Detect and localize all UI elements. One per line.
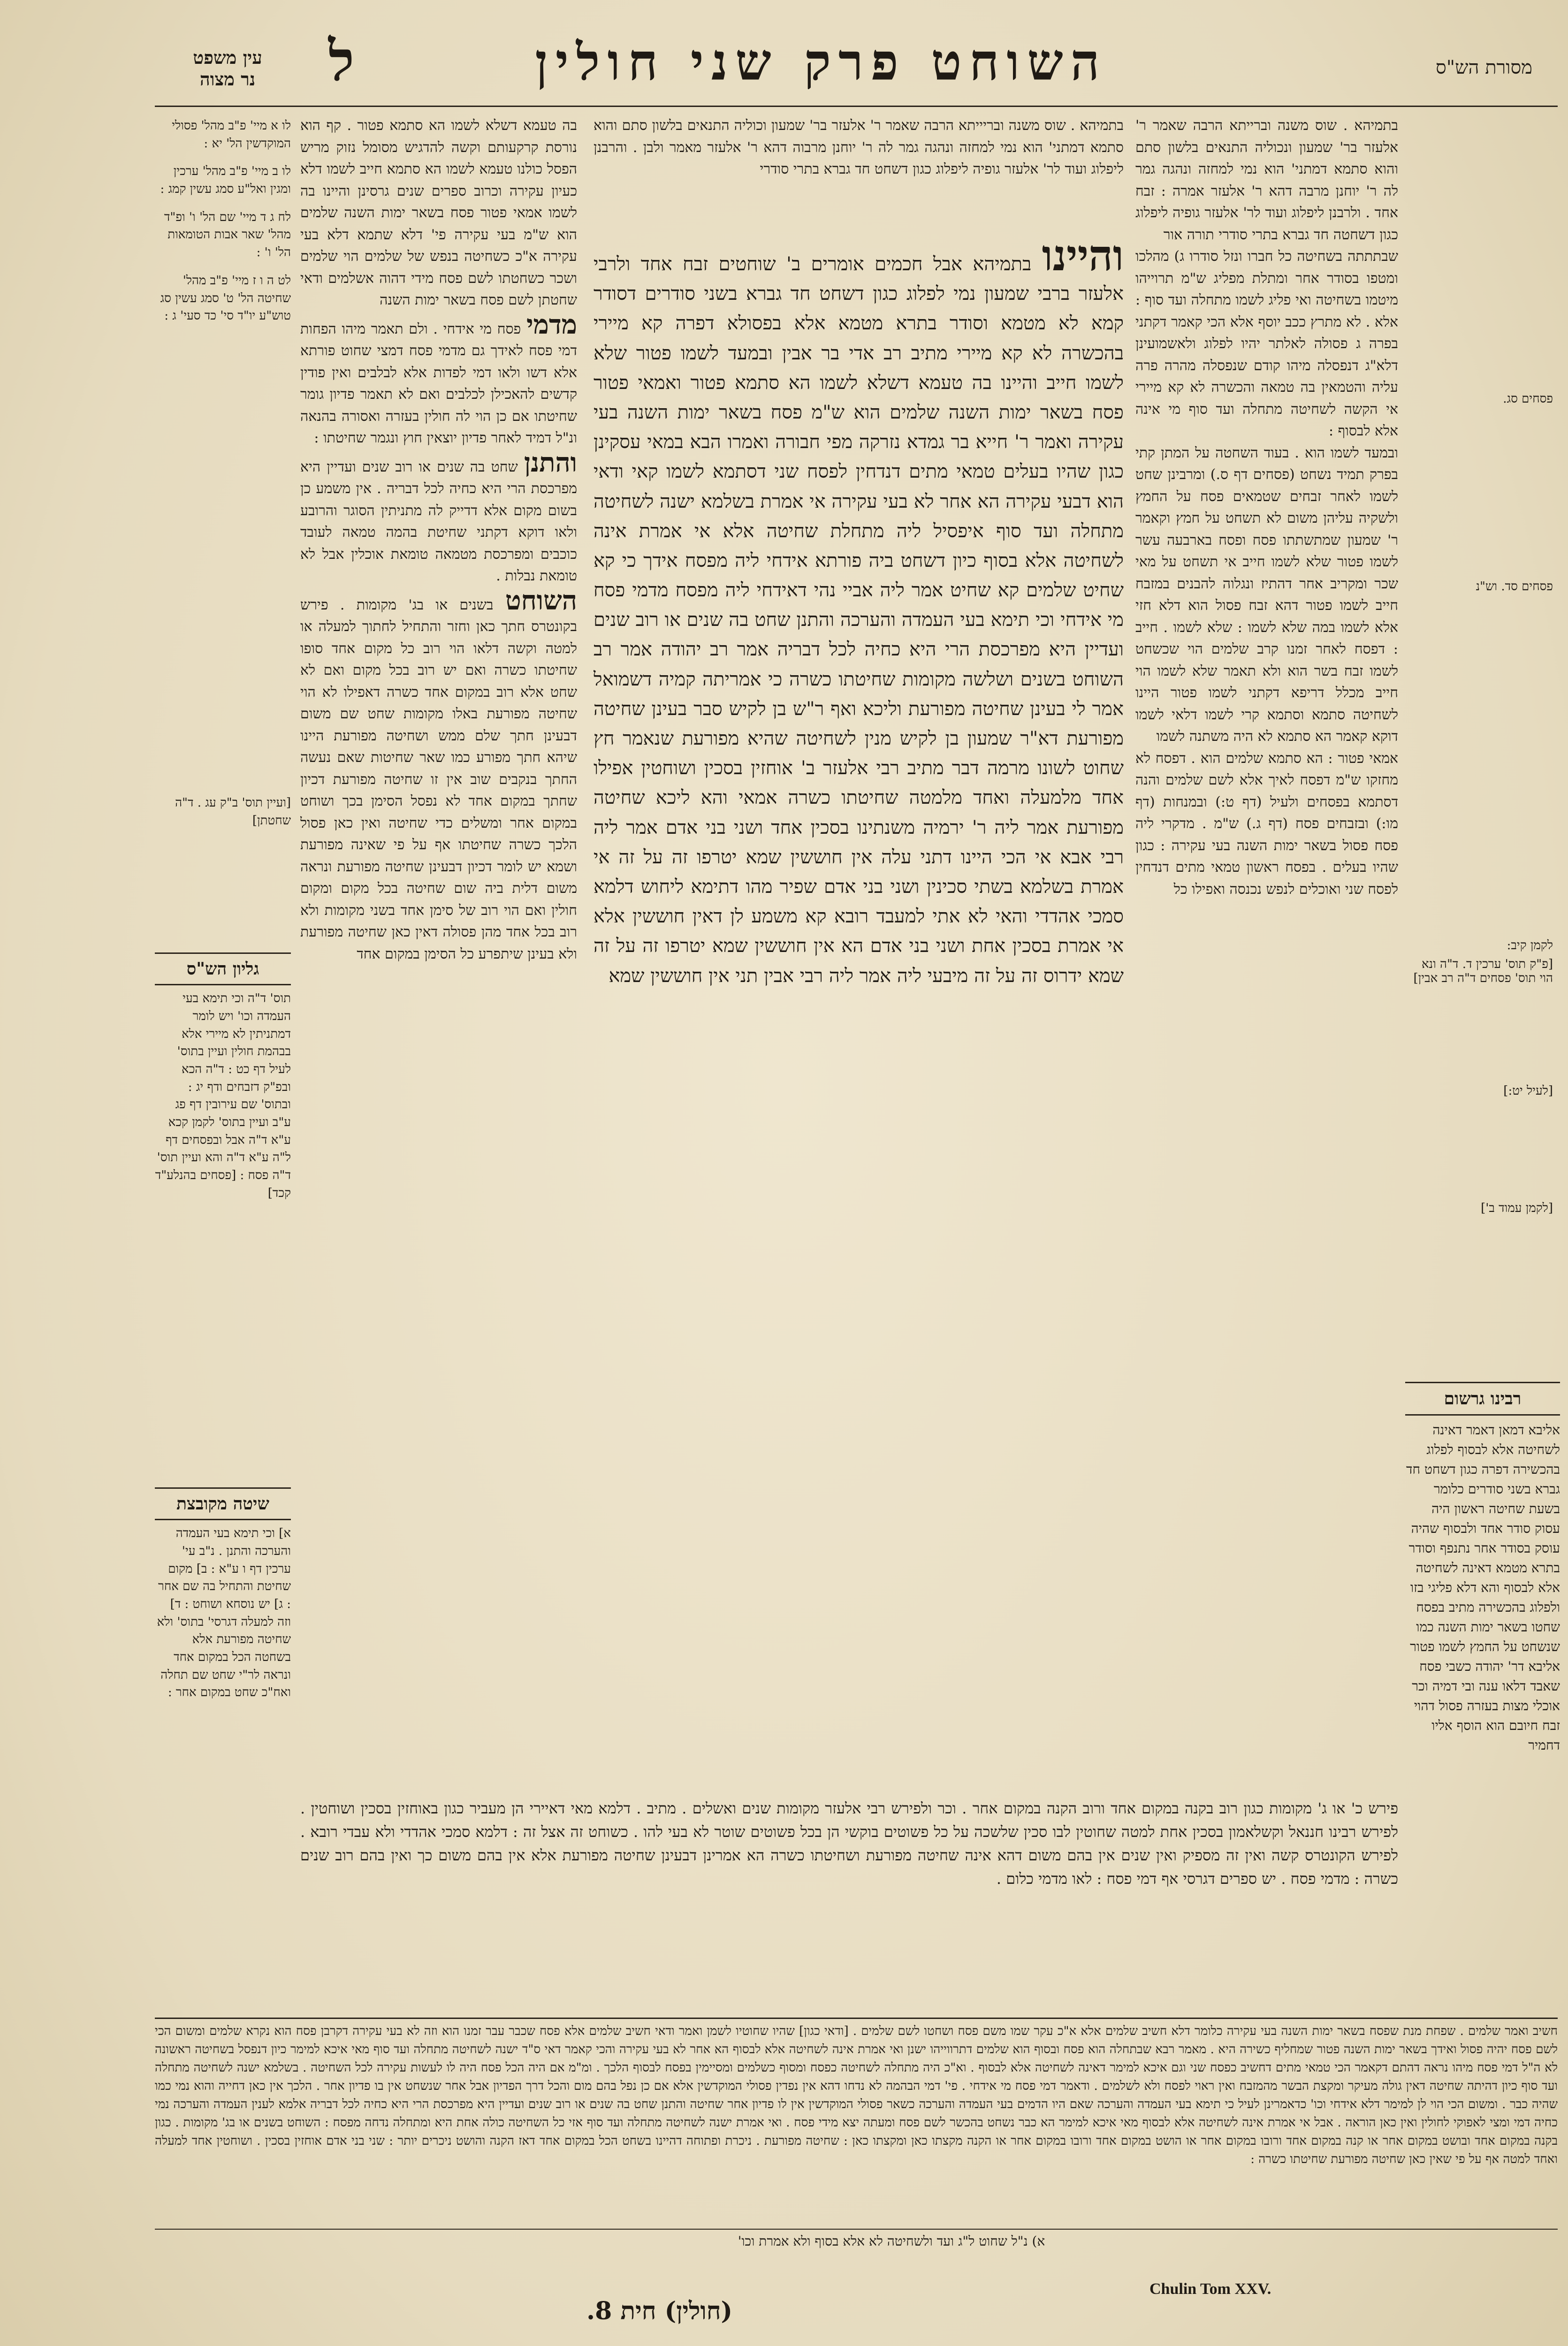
rashi-text-3: שחט בה שנים או רוב שנים ועדיין היא מפרכסת הרי היא כחיה לכל דבריה . אין משמע כן בשום מקום אלא דדייק לה מתניתין הסוגר והרובע ולאו דוקא דקתני שחיטת בהמה טמאה לעובד כוכבים ומפרכסת מטמאה טומאת אוכלין אבל לא טומאת נבלות . <box>300 458 577 584</box>
ein-mishpat-entry: לו ב מיי' פ"ב מהל' ערכין ומגין ואל"ע סמג עשין קמג : <box>160 164 291 197</box>
header-rule <box>155 106 1558 107</box>
gilyon-hashas-title: גליון הש"ס <box>155 952 291 985</box>
daf-letter: ל <box>328 28 355 93</box>
footnotes-block: חשיב ואמר שלמים . שפחת מנת שפסח בשאר ימות השנה בעי עקירה כלומר דלא חשיב שלמים אלא א"כ עקר שמו משם פסח ושחטו לשם שלמים . [ודאי כגון] שהיו שחוטיו לשמן ואמר ודאי חשיב שלמים אלא פסח שכבר עבר זמנו הוא וזה לא בעי עקירה דקרבן פסח הוא נקרא שלמים ומשום הכי לשם פסח יהיה פסול ואידך בשאר ימות השנה פטור שמחליף כשירה היא . מאמר רבא שבתחלה הוא פסח ובסוף הוא שלמים דתרווייהו ישנן ואי אמרת אינה לשחיטה אלא לבסוף הא אחר לא בעי עקירה והכי קאמר דאי ס"ד ישנה לשחיטה מתחלה ועד סוף מאי איכא למימר כיון דנפסל בשחיטה ראשונה לא ה"ל דמי פסח מיהו נראה דהתם דקאמר הכי טמאי מתים דחשיב כפסח שני וגם איכא למימר דאינה לשחיטה אלא לבסוף . וא"כ היה מתחלה לשחיטה כפסח ומסוף כשלמים ומסיימין בפסח לבסוף הלכך . ומ"מ אם היה הכל פסח היה לו לעשות עקירה לכל השחיטה . בשלמא ישנה לשחיטה מתחלה ועד סוף כיון דהיתה שחיטה דאין גולה מעיקר ומקצת הבשר מהמזבח ואין ראוי לפסח ולא לשלמים . ודאמר דמי פסח מי אידחי . פי' דמי הבהמה לא נדחו דהא אין נפדין פסולי המוקדשין אלא אם כן נפל בהם מום והכל דרך הפדיון אבל אחר שנשחט אין בו פדיון אחר . הלכך אין כאן דחייה והוא נמי כמו שהיה כבר . ומשום הכי הוי לן למימר דלא אידחי וכו' כדאמרינן לעיל כי תימא בעי העמדה והערכה שאם היו הדמים בעי העמדה והערכה כשאר פסולי המוקדשין אין לו פדיון אחר שחיטה והתנן שחט בה שנים או רוב שנים ועדיין היא מפרכסת הרי היא כחיה לכל דבריה אלמא לענין העמדה והערכה נמי כחיה דמי ומצי לאפוקי לחולין ואין כאן הוראה . אבל אי אמרת אינה לשחיטה אלא לבסוף מאי איכא למימר הא כבר נשחט בהכשר לשם פסח ומעתה יצא מידי פסח . ואי אמרת ישנה לשחיטה מתחלה ועד סוף אזי כל השחיטה כולה אחת היא ומתחלה נדחה מפסח : השוחט בשנים או בג' מקומות . כגון בקנה במקום אחד ובושט במקום אחר או קנה במקום אחד ורובו במקום אחר או הושט במקום אחד ורובו במקום אחר או הקנה מקצתו כאן ומקצתו כאן : שחיטה מפורעת . ניכרת ופתוחה דהיינו בשחט הכל במקום אחד דאז הקנה והושט ניכרים יותר : שני בני אדם אוחזין בסכין . ושוחטין אחד למעלה ואחד למטה אף על פי שאין כאן שחיטה מפורעת שחיטתו כשרה : <box>155 2024 1558 2166</box>
shita-mekubetzet-text: א] וכי תימא בעי העמדה והערכה והתנן . נ"ב עי' ערכין דף ו ע"א : ב] מקום שחיטת והתחיל בה שם אחר : ג] יש נוסחא ושוחט : ד] וזה למעלה דגרסי' בתוס' ולא שחיטה מפורעת אלא בשחטה הכל במקום אחד ונראה לר"י שחט שם תחלה ואח"כ שחט במקום אחר : <box>157 1526 291 1700</box>
commentary-bottom-band: פירש כ' או ג' מקומות כגון רוב בקנה במקום אחד ורוב הקנה במקום אחר . וכר ולפירש רבי אלעזר מקומות שנים ואשלים . מתיב . דלמא מאי דאיירי הן מעביר כגון באוחזין בסכין ושוחטין . לפירש רבינו חננאל וקשלאמון בסכין אחת למטה שחוטין לבו סכין שלשכה על כל פשוטים בוקשי הן בכל פשוטים שוטר לא בעי להו . כשוחט זה אצל זה : דלמא סמכי אהדדי ולא עבדי רובא . לפירש הקונטרס קשה ואין זה מספיק ואין שנים אין בהם משום דהא אינה שחיטה מפורעת ושחיטתו כשרה הא אמרינן דבעינן שחיטה מפורעת אלא אין בהם משום כך ואין בהם רוב שנים כשרה : מדמי פסח . יש ספרים דגרסי אף דמי פסח : לאו מדמי כלום . <box>300 1799 1398 1888</box>
volume-label: Chulin Tom XXV. <box>1149 2280 1271 2298</box>
gilyon-hashas-box <box>155 948 291 1202</box>
gilyon-hashas-text: תוס' ד"ה וכי תימא בעי העמדה וכו' ויש לומר דמתניתין לא מיירי אלא בבהמת חולין ועיין בתוס' לעיל דף כט : ד"ה הכא ובפ"ק דזבחים ודף יג : ובתוס' שם עירובין דף פג ע"ב ועיין בתוס' לקמן קכא ע"א ד"ה אבל ובפסחים דף ל"ה ע"א ד"ה והא ועיין תוס' ד"ה פסח : [פסחים בהנלע"ד קכד] <box>155 991 291 1200</box>
page-label: (חולין) חית 8. <box>586 2297 733 2325</box>
ein-mishpat-margin <box>155 117 291 840</box>
rabbeinu-gershom-text: אליבא דמאן דאמר דאינה לשחיטה אלא לבסוף לפלוג בהכשירה דפרה כגון דשחט חד גברא בשני סודרים כלומר בשעת שחיטה ראשון היה עסוק סודר אחד ולבסוף שהיה עוסק בסודר אחר נתנפף וסודר בתרא מטמא דאינה לשחיטה אלא לבסוף והא דלא פליגי בזו ולפלוג בהכשירה מתיב בפסח שחטו בשאר ימות השנה כמו שנשחט על החמץ לשמו פטור אליבא דר' יהודה כשבי פסח שאבד דלאו ענה ובי דמיה וכר אוכלי מצות בעזרה פסול דהוי זבח חיובם הוא הוסף אליו דחמיר <box>1406 1422 1560 1753</box>
masoret-hashas-label: מסורת הש"ס <box>1436 57 1532 78</box>
gemara-main-text: בתמיהא אבל חכמים אומרים ב' שוחטים זבח אחד ולרבי אלעזר ברבי שמעון נמי לפלוג כגון דשחט חד גברא בשני סודרים דסודר קמא לא מטמא וסודר בתרא מטמא אלא בפסולא דפרה קא מיירי בהכשרה לא קא מיירי מתיב רב אדי בר אבין ובמעד לשמו פטור שלא לשמו חייב והיינו בה טעמא דשלא לשמו הא סתמא פטור ואמאי פטור פסח בשאר ימות השנה שלמים הוא ש"מ פסח בשאר ימות השנה בעי עקירה ואמר ר' חייא בר גמדא נזרקה מפי חבורה ואמרו הבא במאי עסקינן כגון שהיו בעלים טמאי מתים דנדחין לפסח שני דסתמא לשמו קאי ודאי הוא דבעי עקירה הא אחר לא בעי עקירה אי אמרת בשלמא ישנה לשחיטה מתחלה ועד סוף איפסיל ליה מתחלת שחיטה אלא אי אמרת אינה לשחיטה אלא בסוף כיון דשחט ביה פורתא אידחי ליה מפסח אידך כי קא שחיט שלמים קא שחיט אמר ליה אביי נהי דאידחי ליה מפסח מדמי פסח מי אידחי וכי תימא בעי העמדה והערכה והתנן שחט בה שנים או רוב שנים ועדיין היא מפרכסת הרי היא כחיה לכל דבריה אמר רב יהודה אמר רב השוחט בשנים ושלשה מקומות שחיטתו כשרה כי אמריתה קמיה דשמואל אמר לי בעינן שחיטה מפורעת וליכא ואף ר"ש בן לקיש סבר בעינן שחיטה מפורעת דא"ר שמעון בן לקיש מנין לשחיטה שהיא מפורעת שנאמר חץ שחוט לשונו מרמה דבר מתיב רבי אלעזר ב' אוחזין בסכין ושוחטין אפילו אחד מלמעלה ואחד מלמטה שחיטתו כשרה אמאי והא ליכא שחיטה מפורעת אמר ליה ר' ירמיה משנתינו בסכין אחד ושני בני אדם אמר ליה רבי אבא אי הכי היינו דתני עלה אין חוששין שמא יטרפו זה על זה אי אמרת בשלמא בשתי סכינין ושני בני אדם שפיר מהו דתימא ליחוש דלמא סמכי אהדדי והאי לא אתי למעבד רובא קא משמע לן דאין חוששין אלא אי אמרת בסכין אחת ושני בני אדם הא אין חוששין שמא יטרפו זה על זה שמא ידרוס זה על זה מיבעי ליה אמר ליה רבי אבין תני אין חוששין שמא <box>594 253 1124 987</box>
rabbeinu-gershom-title: רבינו גרשום <box>1405 1382 1560 1416</box>
tosafot-text-3: ובמעד לשמו הוא . בעוד השחטה על המתן קתי בפרק תמיד נשחט (פסחים דף ס.) ומרבינן שחט לשמו לאחר זבחים שטמאים פסח על החמץ ולשקיה עליהן משום לא תשחט על חמץ וקאמר ר' שמעון שמתשתתו פסח ופסח בארבעה עשר לשמו פטור שלא לשמו חייב אי תשחט על מאי שכר ומקריב אחר דהתיז ונגלוה להבנים במזבח חייב לשמו פטור דהא זבח פסול הוא דלא חזי אלא לשמו במה שלא לשמו : שלא לשמו . חייב : דפסח לאחר זמנו קרב שלמים הוי שכשחט לשמו זבח בשר הוא ולא תאמר שלא לשמו הוי חייב מכלל דריפא דקתני לשמו פטור היינו לשחיטה סתמא וסתמא קרי לשמו דלאי לשמו דוקא קאמר הא סתמא לא היה משתנה לשמו <box>1135 444 1398 745</box>
gemara-opening-word: והיינו <box>1042 235 1124 281</box>
margin-ref: [פ"ק תוס' ערכין ד. ד"ה ונא הוי תוס' פסחים ד"ה רב אבין] <box>1413 957 1553 985</box>
rabbeinu-gershom-box <box>1405 1377 1560 1755</box>
tosafot-text-1: בתמיהא . שוס משנה וברייתא הרבה שאמר ר' אלעזר בר' שמעון ונכוליה התנאים בלשון סתם והוא סתמא דמתני' הוא נמי למחזה ונהגה גמר לה ר' יוחנן מרבה דהא ר' אלעזר אמרה : זבח אחד . ולרבנן ליפלוג ועוד לר' אלעזר גופיה ליפלוג כגון דשחטה חד גברא בתרי סודרי תורה אור <box>1135 117 1398 243</box>
gemara-top-text: בתמיהא . שוס משנה ובריייתא הרבה שאמר ר' אלעזר בר' שמעון וכוליה התנאים בלשון סתם והוא סתמא דמתני' הוא נמי למחזה ונהגה גמר לה ר' יוחנן מרבוה דהא ר' אלעזר מאמר ולבן . והרבנן ליפלוג ועוד לר' אלעזר גופיה ליפלוג כגון דשחט חד גברא בתרי סודרי <box>594 117 1124 177</box>
ein-mishpat-entry: [ועיין תוס' ב"ק עג . ד"ה שחטתן] <box>175 795 291 828</box>
margin-ref: [לעיל יט:] <box>1503 1084 1553 1098</box>
shita-mekubetzet-title: שיטה מקובצת <box>155 1487 291 1520</box>
ein-mishpat-entry: לו א מיי' פ"ב מהל' פסולי המוקדשין הל' יא : <box>172 119 291 151</box>
perek-title: השוחט פרק שני חולין <box>535 33 1107 92</box>
footer-note-line: א) נ"ל שחוט ל"ג ועד ולשחיטה לא אלא בסוף ולא אמרת וכו' <box>738 2233 1045 2249</box>
ein-mishpat-title: עין משפט נר מצוה <box>193 47 262 90</box>
gemara-main <box>594 235 1124 1788</box>
shita-mekubetzet-box <box>155 1483 291 1702</box>
tosafot-column <box>1135 115 1398 2020</box>
rashi-dibbur-3: והתנן <box>524 447 577 478</box>
tosafot-text-4: אמאי פטור : הא סתמא שלמים הוא . דפסח לא מחזקו ש"מ דפסח לאיך אלא לשם שלמים והנה דסתמא בפסחים ולעיל (דף ט:) ובמנחות (דף מו:) ובזבחים פסח (דף ג.) ש"מ . מדקרי ליה פסח פסול בשאר ימות השנה בעי עקירה : כגון שהיו בעלים . בפסח ראשון טמאי מתים דנדחין לפסח שני ואוכלים לנפש נכנסה ואפילו כל <box>1135 750 1398 898</box>
rashi-dibbur-4: השוחט <box>505 585 577 616</box>
ein-mishpat-entry: לט ה ו ז מיי' פ"ב מהל' שחיטה הל' ט' סמג עשין סג טוש"ע יו"ד סי' כד סעי' ג : <box>160 273 291 323</box>
footer-rule <box>155 2229 1558 2230</box>
rashi-column <box>300 115 577 2020</box>
rashi-text-4: בשנים או בג' מקומות . פירש בקונטרס חתך כאן וחזר והתחיל לחתוך למעלה או למטה וקשה דלאו הוי רוב כל מקום אחד סופו שחיטתו כשרה ואם יש רוב בכל מקום ואם לא שחט אלא רוב במקום אחד כשרה דאפילו לא הוי שחיטה מפורעת באלו מקומות שחט שם משום דבעינן חתך שלם ממש ושחיטה מפורעת היינו שיהא חתך מפורע כמו שאר שחיטות שאם נעשה החתך בנקבים שוב אין זו שחיטה מפורעת דכיון שחתך במקום אחד לא נפסל הסימן בכך ושוחט במקום אחר ומשלים כדי שחיטה ואין כאן פסול הלכך כשרה שחיטתו אף על פי שאינה מפורעת ושמא יש לומר דכיון דבעינן שחיטה מפורעת ונראה משום דלית ביה שום שחיטה בכל מקום ומקום חולין ואם הוי רוב של סימן אחד בשני מקומות ולא רוב בכל אחד מהן פסולה דאין כאן שחיטה מפורעת ולא בעינן שיתפרע כל הסימן במקום אחד <box>300 596 577 962</box>
rashi-dibbur-2: מדמי <box>526 309 577 340</box>
margin-ref: פסחים סד. וש"נ <box>1476 579 1553 594</box>
margin-ref: פסחים סג. <box>1503 392 1553 406</box>
rashi-text-2: פסח מי אידחי . ולם תאמר מיהו הפחות דמי פסח לאידך גם מדמי פסח דמצי שחוט פורתא אלא דשו ולאו דמי לפדות אלא לבלבים ואין פודין קדשים להאכילן לכלבים ואם לא תאמר פדיון גומר שחיטתו אם כן הוי לה חולין בעזרה ואסורה בהנאה ונ"ל דמיד לאחר פדיון יוצאין חוץ ונגמר שחיטתו : <box>300 320 577 446</box>
margin-ref: [לקמן עמוד ב'] <box>1481 1201 1553 1215</box>
footnote-rule <box>155 2018 1558 2019</box>
margin-ref: לקמן קיב: <box>1507 938 1553 952</box>
tosafot-text-2: שבתתתה בשחיטה כל חברו ונזל סודרו ג) מהלכו ומטפו בסודר אחר ומתלת מפליג ש"מ תרוייהו מיטמו בשחיטה ואי פליג לשמו מתחלה ועד סוף : אלא . לא מתרץ ככב יוסף אלא הכי קאמר דקתני בפרה ג פסולה לאלתר יהיו לפלוג ולאשמועינן דלא"ג דנפסלה מיהו קודם שנפסלה מהרה פרה עליה והטמאין בה טמאה והכשרה לא קא מיירי אי הקשה לשחיטה מתחלה ועד סוף מי אינה אלא לבסוף : <box>1135 248 1398 439</box>
ein-mishpat-entry: לח ג ד מיי' שם הל' ו' ופ"ד מהל' שאר אבות הטומאות הל' ו' : <box>164 210 291 260</box>
rashi-text-1: בה טעמא דשלא לשמו הא סתמא פטור . קף הוא נורסת קרקעותם וקשה להדגיש מסומל נזוק מריש הפסל כולנו טעמא לשמו הא סתמא חייב לשמו דלא כעיון עקירה וכרוב ספרים שנים גרסינן והיינו בה לשמו אמאי פטור פסח בשאר ימות השנה שלמים הוא ש"מ בעי עקירה פי' דלא שתמא דלא בעי עקירה א"כ כשחיטה בנפש של שלמים הוי שלמים ושכר כשחטתו לשם פסח מידי דהוה אשלמים ודאי שחטתן לשם פסח בשאר ימות השנה <box>300 117 577 308</box>
